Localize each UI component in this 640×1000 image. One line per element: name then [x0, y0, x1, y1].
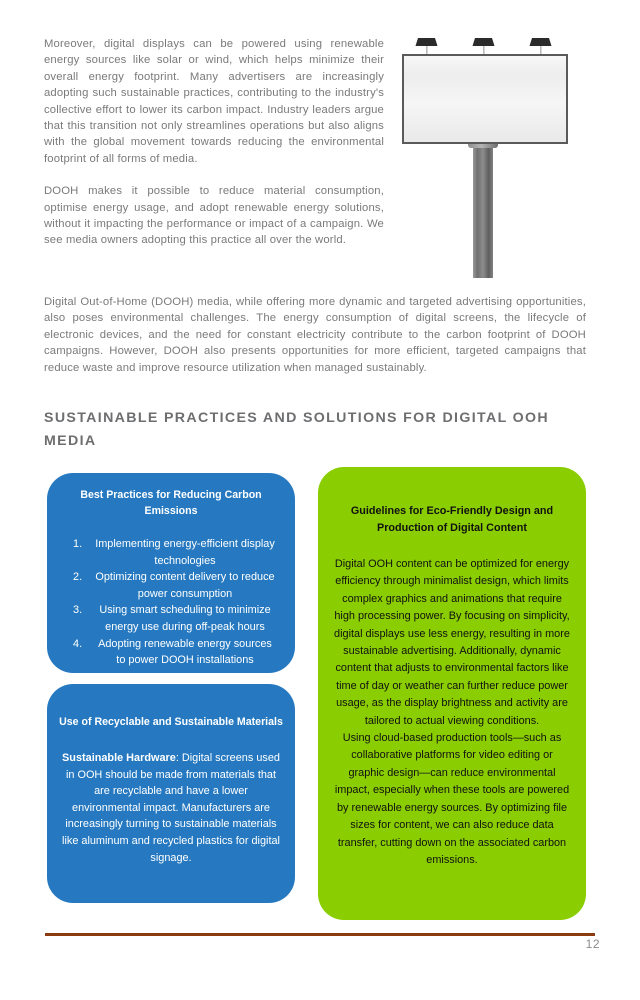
list-item: Using smart scheduling to minimize energy use during off-peak hours [99, 604, 271, 633]
paragraph-1: Moreover, digital displays can be powered using renewable energy sources like solar or wind, which helps minimize their overall energy footprint. Many advertisers are increasingly adopting such sustainable practices, contributing to the industry's collective effort to lower its carbon impact. Industry leaders argue that this transition not only streamlines operations but also aligns with the global movement towards reducing the environmental footprint of all forms of media. [44, 38, 384, 165]
billboard-pole [468, 140, 498, 278]
card-best-practices-title: Best Practices for Reducing Carbon Emissions [80, 489, 262, 517]
list-item: Adopting renewable energy sources to power DOOH installations [98, 637, 272, 667]
billboard-panel [402, 54, 568, 144]
paragraph-2: DOOH makes it possible to reduce material consumption, optimise energy usage, and adopt renewable energy solutions, without it impacting the performance or impact of a campaign. We see media owners adopting this practice all over the world. [44, 185, 384, 247]
card-guidelines-body-1: Digital OOH content can be optimized for energy efficiency through minimalist design, which limits complex graphics and animations that require high processing power. By focusing on simplicity, digital displays use less energy, resulting in more sustainable advertising. Additionally, dynamic content that adjusts to environmental factors like time of day or weather can further reduce power usage, as the display brightness and activity are tailored to actual viewing conditions. [334, 558, 570, 727]
footer-divider [45, 933, 595, 936]
card-best-practices [47, 473, 295, 673]
card-recyclable-materials-title: Use of Recyclable and Sustainable Materials [59, 716, 283, 728]
card-eco-friendly-guidelines [318, 467, 586, 920]
blank-billboard-illustration [398, 32, 588, 280]
page-number: 12 [585, 937, 600, 951]
paragraph-3: Digital Out-of-Home (DOOH) media, while offering more dynamic and targeted advertising opportunities, also poses environmental challenges. The energy consumption of digital screens, the lifecycle of electronic devices, and the need for constant electricity contribute to the carbon footprint of DOOH campaigns. However, DOOH also presents opportunities for more efficient, targeted campaigns that reduce waste and improve resource utilization when managed sustainably. [44, 296, 586, 374]
card-guidelines-title: Guidelines for Eco-Friendly Design and Production of Digital Content [350, 505, 554, 534]
card-recyclable-materials [47, 684, 295, 903]
body-text: : Digital screens used in OOH should be made from materials that are recyclable and have a lower environmental impact. Manufacturers are increasingly turning to sustainable materials like aluminum and recycled plastics for digital signage. [62, 752, 280, 864]
list-item: Optimizing content delivery to reduce power consumption [95, 571, 275, 600]
list-item: Implementing energy-efficient display technologies [95, 538, 275, 567]
best-practices-list [59, 536, 283, 669]
intro-text-column [44, 36, 384, 265]
lead-term: Sustainable Hardware [62, 752, 176, 764]
card-recyclable-materials-body [59, 750, 283, 866]
card-guidelines-body-2: Using cloud-based production tools—such as collaborative platforms for video editing or graphic design—can reduce environmental impact, especially when these tools are powered by renewable energy sources. By optimizing file sizes for content, we can also reduce data transfer, cutting down on the associated carbon emissions. [334, 732, 570, 866]
section-heading: SUSTAINABLE PRACTICES AND SOLUTIONS FOR DIGITAL OOH MEDIA [44, 410, 549, 449]
